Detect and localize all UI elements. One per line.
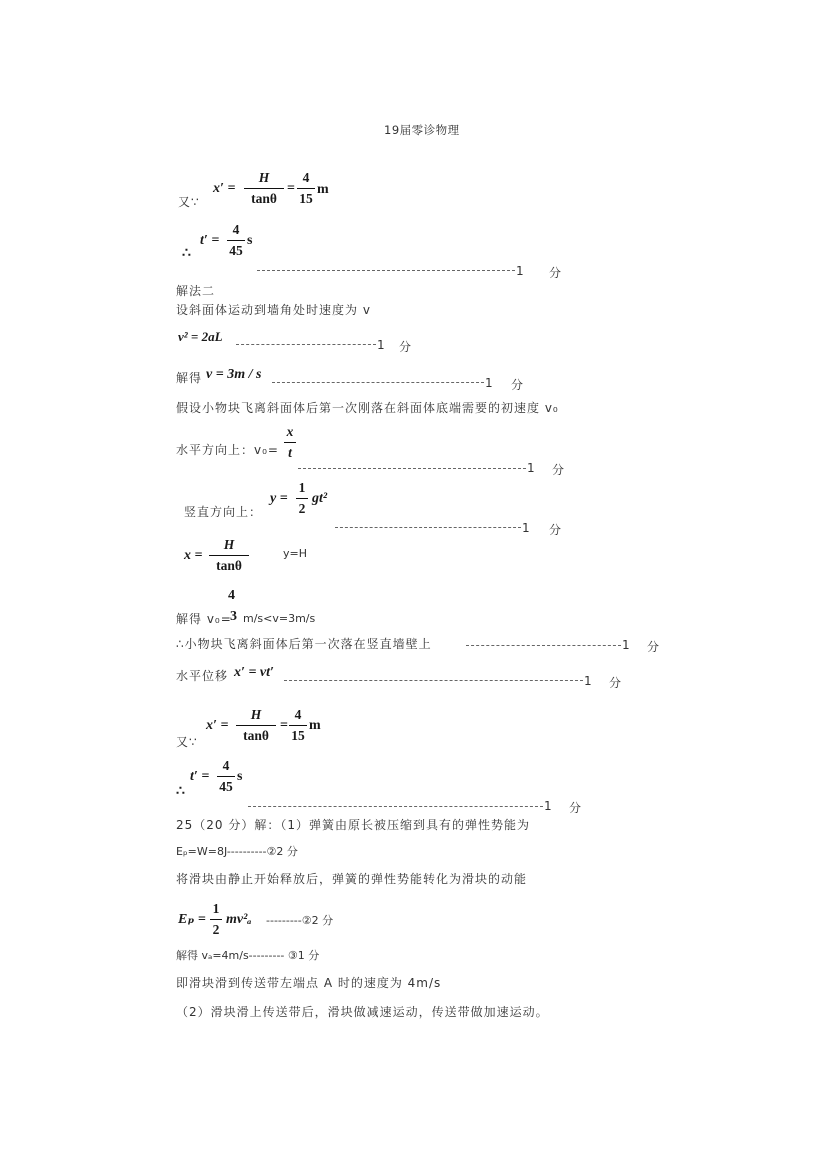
score-unit: 分 — [569, 801, 582, 815]
frac-den: 15 — [299, 191, 313, 206]
dashed-leader — [466, 645, 621, 646]
x-lhs: x = — [184, 548, 203, 563]
jiede-label: 解得 — [176, 371, 203, 385]
dashed-leader — [335, 527, 521, 528]
score-value: 1 — [516, 264, 524, 278]
vert-gt2: gt² — [312, 491, 328, 506]
equals: = — [280, 718, 288, 733]
therefore-symbol: ∴ — [176, 784, 185, 799]
solve-label: 解得 v₀= — [176, 612, 232, 626]
page-header: 19届零诊物理 — [384, 123, 460, 137]
dashed-leader — [272, 382, 484, 383]
fraction-4-45 — [227, 222, 245, 259]
frac-num: 4 — [222, 758, 230, 773]
frac-num: H — [223, 537, 235, 552]
frac-den: tanθ — [251, 191, 277, 206]
frac-num: 1 — [298, 480, 306, 495]
dashed-leader — [284, 680, 583, 681]
score-unit: 分 — [511, 378, 524, 392]
assume-text: 假设小物块飞离斜面体后第一次刚落在斜面体底端需要的初速度 v₀ — [176, 401, 559, 415]
fraction-x-t — [284, 424, 296, 461]
frac-den: tanθ — [216, 558, 242, 573]
fraction-H-tan — [236, 707, 276, 744]
question-25-intro: 25（20 分）解：（1）弹簧由原长被压缩到具有的弹性势能为 — [176, 818, 530, 832]
fraction-1-2 — [296, 480, 308, 517]
horizontal-displacement-label: 水平位移 — [176, 669, 229, 683]
dashed-leader — [236, 344, 376, 345]
fraction-1-2 — [210, 901, 222, 938]
part-two-text: （2）滑块滑上传送带后，滑块做减速运动，传送带做加速运动。 — [176, 1005, 549, 1019]
v2-equation: v² = 2aL — [178, 329, 223, 344]
release-text: 将滑块由静止开始释放后，弹簧的弹性势能转化为滑块的动能 — [176, 872, 528, 886]
score-unit: 分 — [609, 676, 622, 690]
set-velocity-text: 设斜面体运动到墙角处时速度为 v — [176, 303, 371, 317]
va-result-line: 解得 vₐ=4m/s--------- ③1 分 — [176, 949, 320, 962]
elastic-energy-line: Eₚ=W=8J----------②2 分 — [176, 845, 298, 858]
frac-num: H — [258, 170, 270, 185]
score-value: 1 — [622, 638, 630, 652]
solve-denominator: 3 — [230, 609, 237, 624]
frac-num: 4 — [294, 707, 302, 722]
arrive-text: 即滑块滑到传送带左端点 A 时的速度为 4m/s — [176, 976, 442, 990]
fraction-4-45 — [217, 758, 235, 795]
horizontal-label: 水平方向上：v₀= — [176, 443, 279, 457]
frac-den: 45 — [229, 243, 243, 258]
score-value: 1 — [485, 376, 493, 390]
score-value: 1 — [527, 461, 535, 475]
therefore-symbol: ∴ — [182, 246, 191, 261]
frac-den: 2 — [212, 922, 220, 937]
frac-num: 4 — [232, 222, 240, 237]
fraction-H-tan — [209, 537, 249, 574]
score-value: 1 — [544, 799, 552, 813]
tp-lhs: t′ = — [200, 233, 220, 248]
score-unit: 分 — [647, 640, 660, 654]
method-two-heading: 解法二 — [176, 284, 216, 298]
score-unit: 分 — [549, 523, 562, 537]
unit-s: s — [237, 769, 243, 784]
dashed-leader — [257, 270, 515, 271]
score-value: 1 — [584, 674, 592, 688]
score-value: 1 — [377, 338, 385, 352]
ep-lhs: Eₚ = — [178, 912, 206, 927]
frac-num: 4 — [302, 170, 310, 185]
ep-score: ---------②2 分 — [266, 914, 334, 927]
frac-den: tanθ — [243, 728, 269, 743]
fraction-H-tan — [244, 170, 284, 207]
unit-m: m — [309, 718, 321, 733]
hdisp-equation: x′ = vt′ — [234, 665, 274, 680]
solve-rest: m/s<v=3m/s — [243, 612, 316, 625]
ep-rhs: mv²ₐ — [226, 912, 252, 927]
y-equals-H: y=H — [283, 547, 307, 560]
dashed-leader — [298, 468, 526, 469]
xp-lhs: x′ = — [206, 718, 229, 733]
fraction-4-15 — [297, 170, 315, 207]
dashed-leader — [248, 806, 543, 807]
frac-den: 45 — [219, 779, 233, 794]
frac-num: x — [286, 424, 294, 439]
frac-den: 2 — [298, 501, 306, 516]
solve-numerator: 4 — [228, 588, 235, 603]
v3-equation: v = 3m / s — [206, 367, 262, 382]
frac-den: t — [288, 445, 292, 460]
vert-y-lhs: y = — [270, 491, 288, 506]
score-value: 1 — [522, 521, 530, 535]
score-unit: 分 — [552, 463, 565, 477]
unit-s: s — [247, 233, 253, 248]
fraction-4-15 — [289, 707, 307, 744]
xp-lhs: x′ = — [213, 181, 236, 196]
vertical-label: 竖直方向上： — [184, 505, 263, 519]
you-label: 又∵ — [178, 195, 200, 209]
frac-den: 15 — [291, 728, 305, 743]
you-label: 又∵ — [176, 735, 198, 749]
frac-num: 1 — [212, 901, 220, 916]
unit-m: m — [317, 182, 329, 197]
frac-num: H — [250, 707, 262, 722]
score-unit: 分 — [549, 266, 562, 280]
equals: = — [287, 181, 295, 196]
score-unit: 分 — [399, 340, 412, 354]
conclusion-text: ∴小物块飞离斜面体后第一次落在竖直墙壁上 — [176, 637, 432, 651]
tp-lhs: t′ = — [190, 769, 210, 784]
